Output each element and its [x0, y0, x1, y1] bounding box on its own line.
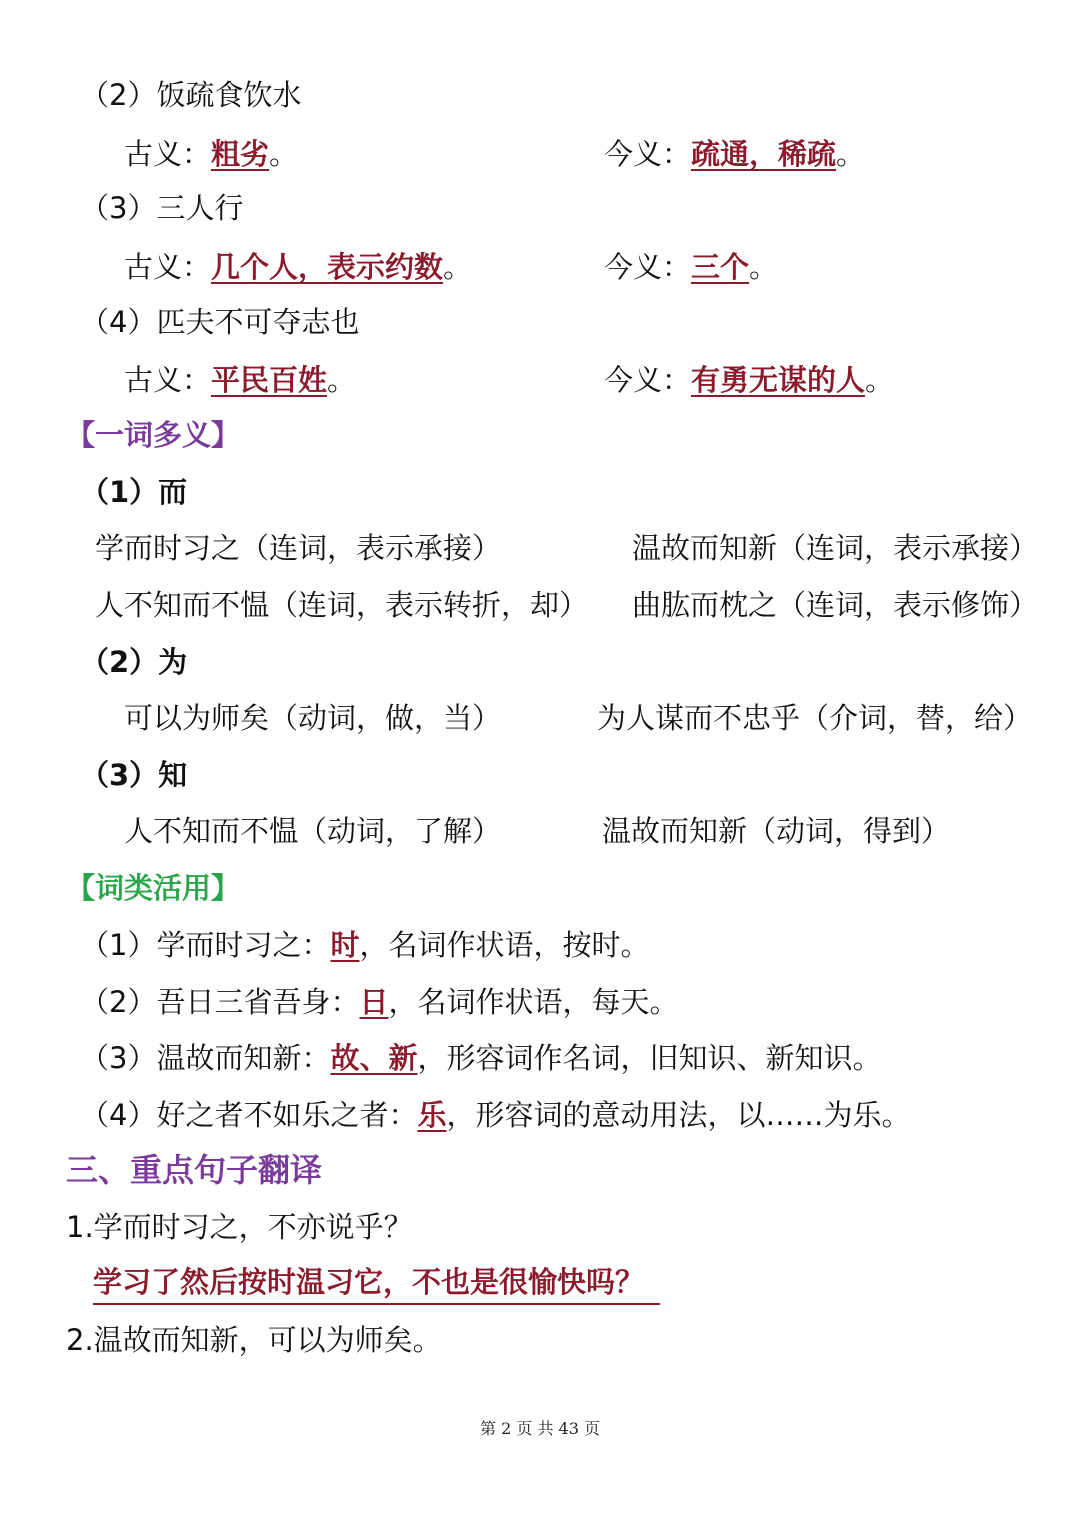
polysemy-word-heading: （1）而	[80, 475, 188, 509]
modern-meaning-row	[604, 134, 865, 174]
ancient-value: 几个人，表示约数	[211, 250, 444, 284]
ancient-label: 古义：	[124, 250, 212, 284]
word-class-prefix: （3）温故而知新：	[80, 1041, 331, 1075]
polysemy-word-heading: （3）知	[80, 758, 188, 792]
ancient-value: 粗劣	[211, 137, 270, 171]
ancient-value: 平民百姓	[211, 363, 328, 397]
polysemy-example: 为人谋而不忠乎（介词，替，给）	[597, 701, 1033, 735]
word-class-word: 日	[359, 985, 389, 1019]
polysemy-word-heading: （2）为	[80, 645, 188, 679]
ancient-label: 古义：	[124, 363, 212, 397]
modern-label: 今义：	[604, 137, 692, 171]
word-class-item	[80, 982, 678, 1022]
word-class-prefix: （2）吾日三省吾身：	[80, 985, 360, 1019]
item-heading: （2）饭疏食饮水	[80, 78, 302, 112]
section-title: 三、重点句子翻译	[66, 1151, 323, 1189]
polysemy-example: 可以为师矣（动词，做，当）	[124, 701, 502, 735]
item-heading: （4）匹夫不可夺志也	[80, 305, 360, 339]
word-class-explanation: ，形容词作名词，旧知识、新知识。	[417, 1041, 882, 1075]
modern-label: 今义：	[604, 363, 692, 397]
period: 。	[443, 250, 473, 284]
polysemy-example: 人不知而不愠（动词，了解）	[124, 814, 502, 848]
polysemy-example: 学而时习之（连词，表示承接）	[95, 531, 502, 565]
word-class-title: 【词类活用】	[66, 871, 241, 905]
translation-answer: 学习了然后按时温习它，不也是很愉快吗？	[93, 1265, 660, 1305]
page-number: 第 2 页 共 43 页	[480, 1419, 600, 1438]
item-heading: （3）三人行	[80, 191, 244, 225]
modern-meaning-row	[604, 360, 894, 400]
ancient-meaning-row	[124, 360, 356, 400]
polysemy-example: 人不知而不愠（连词，表示转折，却）	[95, 588, 589, 622]
ancient-meaning-row	[124, 134, 298, 174]
word-class-word: 乐	[417, 1098, 447, 1132]
word-class-item	[80, 1038, 881, 1078]
modern-value: 三个	[691, 250, 750, 284]
translation-sentence: 1.学而时习之，不亦说乎？	[66, 1210, 413, 1244]
polysemy-example: 温故而知新（动词，得到）	[602, 814, 951, 848]
polysemy-example: 曲肱而枕之（连词，表示修饰）	[632, 588, 1039, 622]
ancient-label: 古义：	[124, 137, 212, 171]
word-class-word: 故、新	[330, 1041, 418, 1075]
modern-label: 今义：	[604, 250, 692, 284]
word-class-item	[80, 1095, 910, 1135]
word-class-word: 时	[330, 928, 360, 962]
period: 。	[269, 137, 299, 171]
polysemy-title: 【一词多义】	[66, 418, 241, 452]
polysemy-example: 温故而知新（连词，表示承接）	[632, 531, 1039, 565]
word-class-explanation: ，名词作状语，每天。	[388, 985, 679, 1019]
word-class-prefix: （4）好之者不如乐之者：	[80, 1098, 418, 1132]
period: 。	[327, 363, 357, 397]
word-class-explanation: ，形容词的意动用法，以……为乐。	[446, 1098, 911, 1132]
word-class-explanation: ，名词作状语，按时。	[359, 928, 650, 962]
word-class-item	[80, 925, 649, 965]
period: 。	[749, 250, 779, 284]
word-class-prefix: （1）学而时习之：	[80, 928, 331, 962]
modern-value: 有勇无谋的人	[691, 363, 866, 397]
period: 。	[865, 363, 895, 397]
translation-answer-row	[93, 1262, 660, 1302]
translation-sentence: 2.温故而知新，可以为师矣。	[66, 1323, 442, 1357]
period: 。	[836, 137, 866, 171]
modern-meaning-row	[604, 247, 778, 287]
ancient-meaning-row	[124, 247, 472, 287]
modern-value: 疏通，稀疏	[691, 137, 837, 171]
